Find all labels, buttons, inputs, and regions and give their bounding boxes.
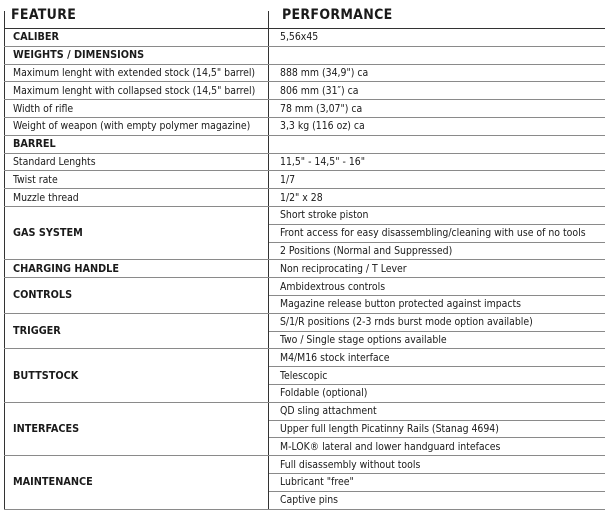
feature-cell: Maximum lenght with collapsed stock (14,5" barrel) bbox=[5, 82, 269, 100]
value-cell: Full disassembly without tools bbox=[269, 456, 605, 474]
table-row bbox=[5, 260, 605, 278]
group-heading: CHARGING HANDLE bbox=[5, 260, 269, 278]
value-cell: Lubricant "free" bbox=[269, 473, 605, 491]
group-heading: GAS SYSTEM bbox=[5, 206, 269, 259]
value-cell: 78 mm (3,07") ca bbox=[269, 100, 605, 118]
value-cell: Magazine release button protected against impacts bbox=[269, 295, 605, 313]
value-cell: 11,5" - 14,5" - 16" bbox=[269, 153, 605, 171]
feature-cell: Width of rifle bbox=[5, 100, 269, 118]
table-row bbox=[5, 206, 605, 224]
performance-column-header: PERFORMANCE bbox=[282, 7, 393, 23]
table-row bbox=[5, 29, 605, 47]
feature-cell: Muzzle thread bbox=[5, 189, 269, 207]
value-cell: Telescopic bbox=[269, 367, 605, 385]
value-cell: 2 Positions (Normal and Suppressed) bbox=[269, 242, 605, 260]
table-row bbox=[5, 313, 605, 331]
table-header bbox=[0, 0, 610, 30]
value-cell: 806 mm (31″) ca bbox=[269, 82, 605, 100]
feature-column-header: FEATURE bbox=[11, 7, 77, 23]
table-row bbox=[5, 64, 605, 82]
table-row bbox=[5, 46, 605, 64]
value-cell bbox=[269, 135, 605, 153]
section-heading: BARREL bbox=[5, 135, 269, 153]
spec-table bbox=[4, 28, 605, 510]
value-cell: Front access for easy disassembling/cleaning with use of no tools bbox=[269, 224, 605, 242]
header-divider bbox=[268, 11, 269, 28]
header-divider bbox=[4, 11, 5, 28]
value-cell: QD sling attachment bbox=[269, 402, 605, 420]
table-row bbox=[5, 456, 605, 474]
value-cell: Captive pins bbox=[269, 491, 605, 509]
value-cell: 1/7 bbox=[269, 171, 605, 189]
feature-cell: Twist rate bbox=[5, 171, 269, 189]
value-cell: 5,56x45 bbox=[269, 29, 605, 47]
value-cell: 1/2" x 28 bbox=[269, 189, 605, 207]
table-row bbox=[5, 278, 605, 296]
value-cell: Ambidextrous controls bbox=[269, 278, 605, 296]
table-row bbox=[5, 135, 605, 153]
group-heading: INTERFACES bbox=[5, 402, 269, 455]
feature-cell: CALIBER bbox=[5, 29, 269, 47]
value-cell: S/1/R positions (2-3 rnds burst mode option available) bbox=[269, 313, 605, 331]
value-cell: Short stroke piston bbox=[269, 206, 605, 224]
value-cell bbox=[269, 46, 605, 64]
group-heading: BUTTSTOCK bbox=[5, 349, 269, 402]
value-cell: Upper full length Picatinny Rails (Stanag 4694) bbox=[269, 420, 605, 438]
group-heading: CONTROLS bbox=[5, 278, 269, 314]
table-row bbox=[5, 171, 605, 189]
table-row bbox=[5, 189, 605, 207]
value-cell: 3,3 kg (116 oz) ca bbox=[269, 117, 605, 135]
group-heading: TRIGGER bbox=[5, 313, 269, 349]
value-cell: 888 mm (34,9") ca bbox=[269, 64, 605, 82]
table-row bbox=[5, 153, 605, 171]
table-row bbox=[5, 82, 605, 100]
feature-cell: Weight of weapon (with empty polymer magazine) bbox=[5, 117, 269, 135]
table-row bbox=[5, 402, 605, 420]
feature-cell: Maximum lenght with extended stock (14,5" barrel) bbox=[5, 64, 269, 82]
value-cell: M-LOK® lateral and lower handguard intefaces bbox=[269, 438, 605, 456]
value-cell: Two / Single stage options available bbox=[269, 331, 605, 349]
section-heading: WEIGHTS / DIMENSIONS bbox=[5, 46, 269, 64]
value-cell: Foldable (optional) bbox=[269, 384, 605, 402]
table-row bbox=[5, 117, 605, 135]
group-heading: MAINTENANCE bbox=[5, 456, 269, 509]
feature-cell: Standard Lenghts bbox=[5, 153, 269, 171]
table-row bbox=[5, 100, 605, 118]
value-cell: M4/M16 stock interface bbox=[269, 349, 605, 367]
value-cell: Non reciprocating / T Lever bbox=[269, 260, 605, 278]
table-row bbox=[5, 349, 605, 367]
